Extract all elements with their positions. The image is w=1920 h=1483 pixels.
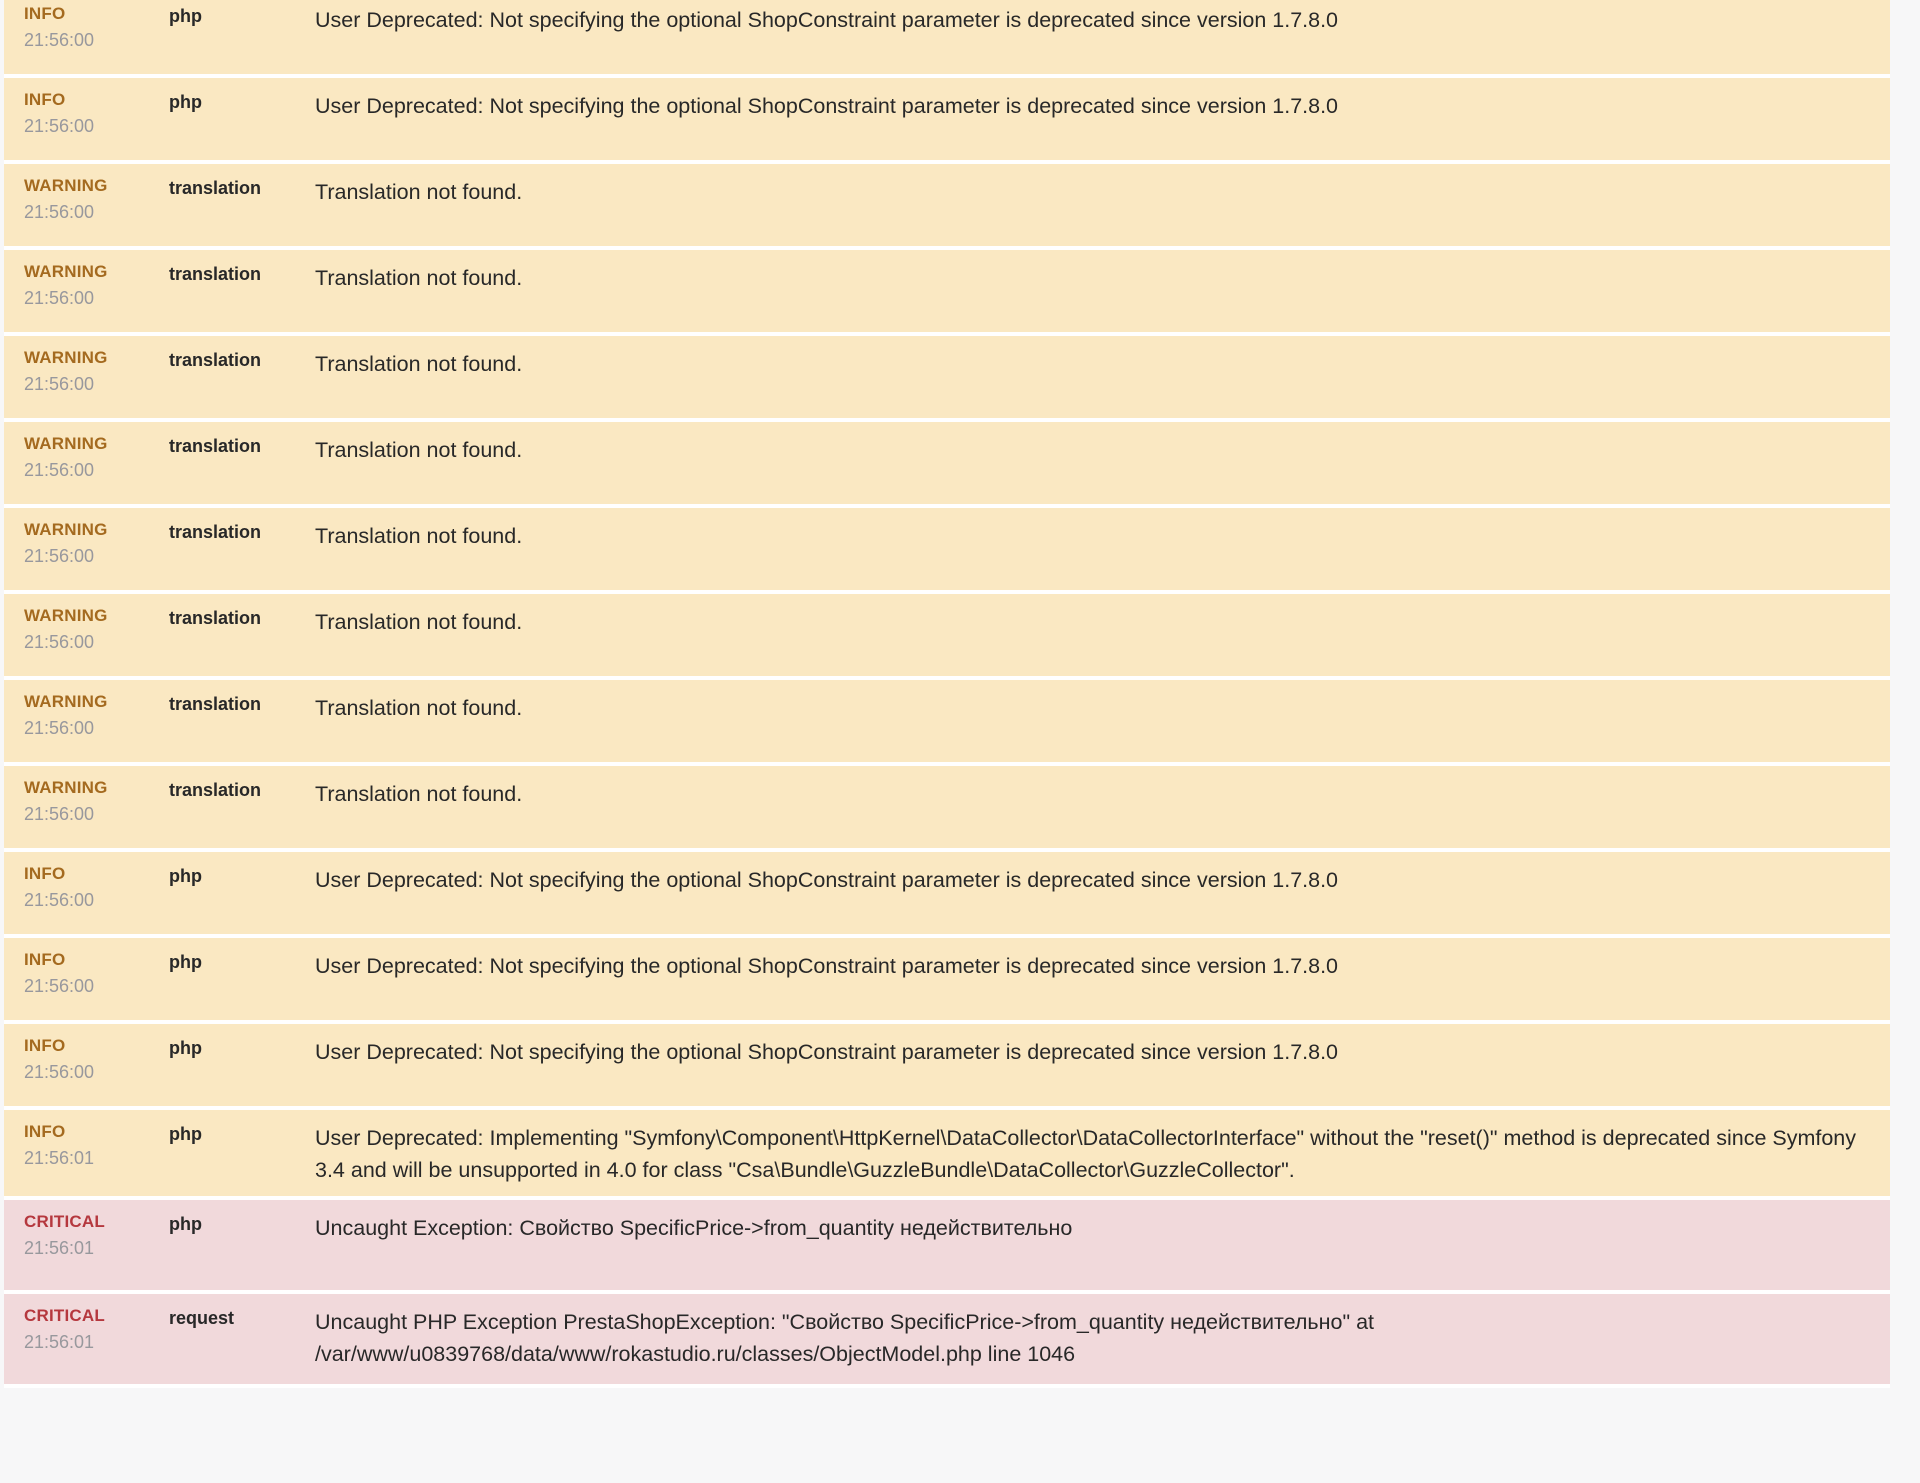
log-row — [4, 1294, 1890, 1388]
log-channel: php — [169, 1038, 202, 1058]
log-status-cell — [24, 1306, 169, 1354]
log-channel: translation — [169, 264, 262, 284]
log-channel: php — [169, 1214, 202, 1234]
log-row — [4, 938, 1890, 1024]
log-level-badge: WARNING — [24, 692, 108, 711]
log-channel: translation — [169, 522, 262, 542]
log-row — [4, 508, 1890, 594]
log-level-badge: WARNING — [24, 262, 108, 281]
log-message: Uncaught Exception: Свойство SpecificPrice->from_quantity недействительно — [315, 1216, 1073, 1240]
log-time: 21:56:00 — [24, 546, 95, 567]
log-row — [4, 680, 1890, 766]
log-channel: php — [169, 1124, 202, 1144]
log-message: Translation not found. — [315, 782, 523, 806]
log-status-cell — [24, 434, 169, 482]
log-status-cell — [24, 692, 169, 740]
log-status-cell — [24, 176, 169, 224]
log-time: 21:56:01 — [24, 1148, 95, 1169]
log-level-badge: WARNING — [24, 520, 108, 539]
log-channel: translation — [169, 694, 262, 714]
log-channel: php — [169, 6, 202, 26]
log-message: Uncaught PHP Exception PrestaShopException: "Свойство SpecificPrice->from_quantity недействительно" at /var/www/u0839768/data/www/rokastudio.ru/classes/ObjectModel.php line 1046 — [315, 1310, 1375, 1366]
log-time: 21:56:00 — [24, 890, 95, 911]
log-time: 21:56:00 — [24, 288, 95, 309]
log-time: 21:56:00 — [24, 1062, 95, 1083]
log-level-badge: WARNING — [24, 606, 108, 625]
log-channel: request — [169, 1308, 235, 1328]
log-row — [4, 0, 1890, 78]
log-row — [4, 852, 1890, 938]
log-status-cell — [24, 520, 169, 568]
log-status-cell — [24, 864, 169, 912]
log-status-cell — [24, 90, 169, 138]
log-time: 21:56:00 — [24, 374, 95, 395]
log-message: Translation not found. — [315, 610, 523, 634]
log-channel: php — [169, 92, 202, 112]
log-status-cell — [24, 262, 169, 310]
log-row — [4, 1110, 1890, 1200]
log-level-badge: WARNING — [24, 348, 108, 367]
log-message: User Deprecated: Not specifying the optional ShopConstraint parameter is deprecated since version 1.7.8.0 — [315, 8, 1339, 32]
log-time: 21:56:01 — [24, 1332, 95, 1353]
log-message: Translation not found. — [315, 696, 523, 720]
log-channel: php — [169, 952, 202, 972]
log-level-badge: INFO — [24, 90, 66, 109]
log-level-badge: INFO — [24, 1036, 66, 1055]
log-row — [4, 250, 1890, 336]
log-message: User Deprecated: Not specifying the optional ShopConstraint parameter is deprecated since version 1.7.8.0 — [315, 94, 1339, 118]
log-time: 21:56:00 — [24, 116, 95, 137]
log-row — [4, 336, 1890, 422]
log-status-cell — [24, 1036, 169, 1084]
log-time: 21:56:00 — [24, 202, 95, 223]
log-status-cell — [24, 1122, 169, 1170]
log-level-badge: WARNING — [24, 778, 108, 797]
log-time: 21:56:00 — [24, 976, 95, 997]
log-row — [4, 164, 1890, 250]
log-message: User Deprecated: Not specifying the optional ShopConstraint parameter is deprecated since version 1.7.8.0 — [315, 868, 1339, 892]
log-message: Translation not found. — [315, 266, 523, 290]
log-channel: translation — [169, 178, 262, 198]
log-channel: translation — [169, 780, 262, 800]
log-channel: php — [169, 866, 202, 886]
log-level-badge: WARNING — [24, 434, 108, 453]
log-status-cell — [24, 348, 169, 396]
log-message: Translation not found. — [315, 438, 523, 462]
log-level-badge: INFO — [24, 950, 66, 969]
log-level-badge: CRITICAL — [24, 1306, 105, 1325]
log-message: Translation not found. — [315, 180, 523, 204]
log-channel: translation — [169, 350, 262, 370]
log-row — [4, 766, 1890, 852]
log-time: 21:56:00 — [24, 718, 95, 739]
log-time: 21:56:00 — [24, 460, 95, 481]
log-row — [4, 594, 1890, 680]
log-row — [4, 78, 1890, 164]
log-time: 21:56:00 — [24, 632, 95, 653]
log-status-cell — [24, 1212, 169, 1260]
log-time: 21:56:00 — [24, 30, 95, 51]
log-level-badge: CRITICAL — [24, 1212, 105, 1231]
log-status-cell — [24, 4, 169, 52]
log-row — [4, 1024, 1890, 1110]
log-channel: translation — [169, 436, 262, 456]
log-level-badge: INFO — [24, 864, 66, 883]
log-message: Translation not found. — [315, 352, 523, 376]
log-row — [4, 422, 1890, 508]
log-time: 21:56:01 — [24, 1238, 95, 1259]
log-message: User Deprecated: Not specifying the optional ShopConstraint parameter is deprecated since version 1.7.8.0 — [315, 954, 1339, 978]
log-level-badge: INFO — [24, 4, 66, 23]
log-status-cell — [24, 606, 169, 654]
log-level-badge: WARNING — [24, 176, 108, 195]
log-channel: translation — [169, 608, 262, 628]
log-row — [4, 1200, 1890, 1294]
log-status-cell — [24, 778, 169, 826]
log-status-cell — [24, 950, 169, 998]
log-level-badge: INFO — [24, 1122, 66, 1141]
log-time: 21:56:00 — [24, 804, 95, 825]
log-message: User Deprecated: Not specifying the optional ShopConstraint parameter is deprecated since version 1.7.8.0 — [315, 1040, 1339, 1064]
log-table — [4, 0, 1890, 1388]
log-message: User Deprecated: Implementing "Symfony\Component\HttpKernel\DataCollector\DataCollectorInterface" without the "reset()" method is deprecated since Symfony 3.4 and will be unsupported in 4.0 for class "Csa\Bundle\GuzzleBundle\DataCollector\GuzzleCollector". — [315, 1126, 1857, 1182]
log-message: Translation not found. — [315, 524, 523, 548]
